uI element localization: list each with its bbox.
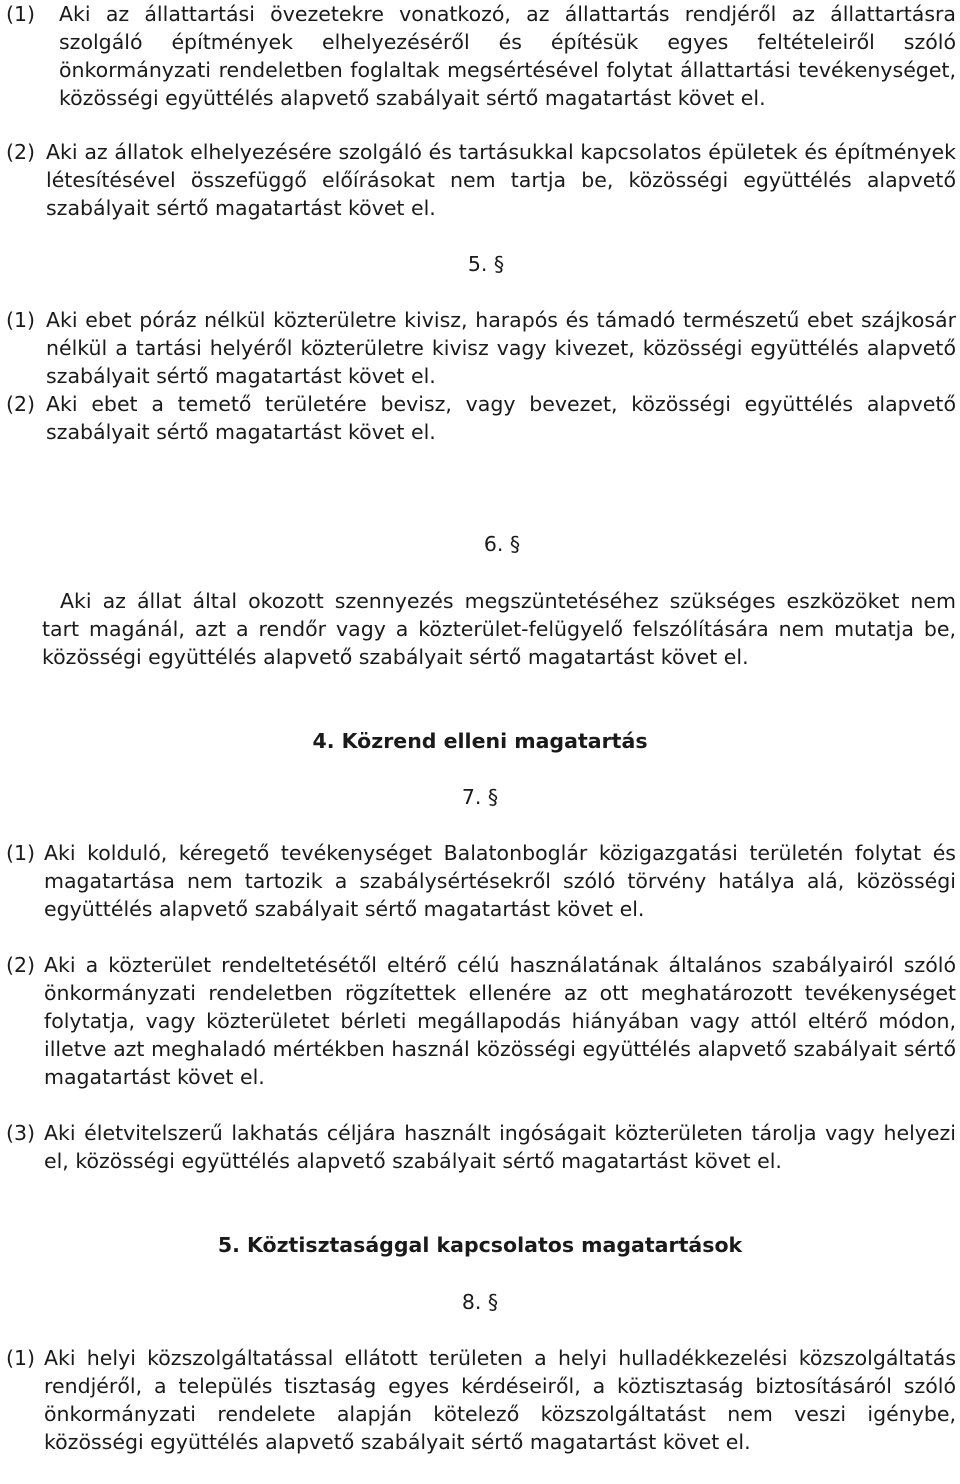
paragraph-number: (2): [6, 953, 36, 977]
paragraph-5-2: [6, 390, 956, 446]
section-heading-8: 8. §: [461, 1290, 499, 1314]
paragraph-7-3: [6, 1119, 956, 1175]
paragraph-text: Aki az állat által okozott szennyezés megszüntetéséhez szükséges eszközöket nem tart magánál, azt a rendőr vagy a közterület-felügyelő felszólítására nem mutatja be, közösségi együttélés alapvető szabályait sértő magatartást követ el.: [42, 589, 956, 669]
paragraph-number: (3): [6, 1121, 36, 1145]
paragraph-7-2: [6, 951, 956, 1091]
paragraph-4-2: [6, 138, 956, 222]
paragraph-number: (2): [6, 392, 36, 416]
paragraph-number: (1): [6, 841, 36, 865]
paragraph-text: Aki a közterület rendeltetésétől eltérő célú használatának általános szabályairól szóló önkormányzati rendeletben rögzítettek ellenére az ott meghatározott tevékenységet folytatja, vagy közterületet bérleti megállapodás hiányában vagy attól eltérő módon, illetve azt meghaladó mértékben használ közösségi együttélés alapvető szabályait sértő magatartást követ el.: [44, 953, 956, 1089]
paragraph-number: (1): [6, 308, 36, 332]
paragraph-text: Aki ebet a temető területére bevisz, vagy bevezet, közösségi együttélés alapvető szabályait sértő magatartást követ el.: [46, 392, 956, 444]
chapter-title-5: 5. Köztisztasággal kapcsolatos magatartások: [217, 1233, 743, 1257]
paragraph-5-1: [6, 306, 956, 390]
paragraph-7-1: [6, 839, 956, 923]
paragraph-text: Aki az állatok elhelyezésére szolgáló és tartásukkal kapcsolatos épületek és építmények létesítésével összefüggő előírásokat nem tartja be, közösségi együttélés alapvető szabályait sértő magatartást követ el.: [46, 140, 956, 220]
section-heading-6: 6. §: [483, 532, 521, 556]
paragraph-4-1: [6, 0, 956, 112]
paragraph-text: Aki ebet póráz nélkül közterületre kivisz, harapós és támadó természetű ebet szájkosár nélkül a tartási helyéről közterületre kivisz vagy kivezet, közösségi együttélés alapvető szabályait sértő magatartást követ el.: [46, 308, 956, 388]
paragraph-text: Aki az állattartási övezetekre vonatkozó, az állattartás rendjéről az állattartásra szolgáló építmények elhelyezéséről és építésük egyes feltételeiről szóló önkormányzati rendeletben foglaltak megsértésével folytat állattartási tevékenységet, közösségi együttélés alapvető szabályait sértő magatartást követ el.: [59, 2, 956, 110]
section-heading-5: 5. §: [467, 252, 505, 276]
paragraph-text: Aki életvitelszerű lakhatás céljára használt ingóságait közterületen tárolja vagy helyezi el, közösségi együttélés alapvető szabályait sértő magatartást követ el.: [44, 1121, 956, 1173]
paragraph-text: Aki helyi közszolgáltatással ellátott területen a helyi hulladékkezelési közszolgáltatás rendjéről, a település tisztaság egyes kérdéseiről, a köztisztaság biztosításáról szóló önkormányzati rendelete alapján kötelező közszolgáltatást nem veszi igénybe, közösségi együttélés alapvető szabályait sértő magatartást követ el.: [44, 1346, 956, 1454]
paragraph-number: (1): [6, 1346, 36, 1370]
paragraph-8-1: [6, 1344, 956, 1456]
paragraph-text: Aki kolduló, kéregető tevékenységet Balatonboglár közigazgatási területén folytat és magatartása nem tartozik a szabálysértésekről szóló törvény hatálya alá, közösségi együttélés alapvető szabályait sértő magatartást követ el.: [44, 841, 956, 921]
section-heading-7: 7. §: [461, 785, 499, 809]
paragraph-number: (1): [6, 2, 36, 26]
chapter-title-4: 4. Közrend elleni magatartás: [312, 729, 648, 753]
paragraph-6: [42, 587, 956, 671]
paragraph-number: (2): [6, 140, 36, 164]
